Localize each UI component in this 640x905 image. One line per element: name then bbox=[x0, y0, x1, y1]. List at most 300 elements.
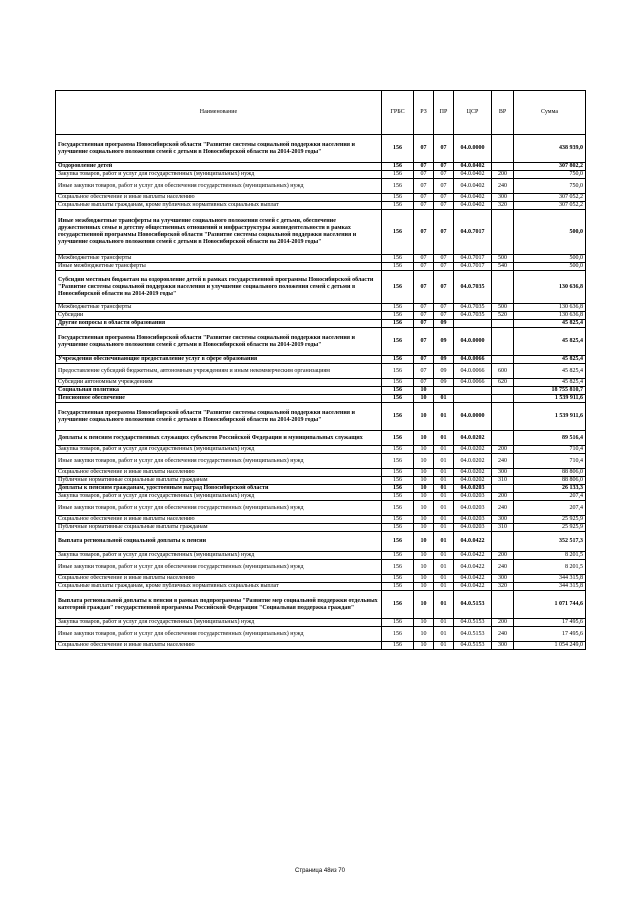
col-header-vr: ВР bbox=[492, 91, 514, 135]
cell-pr: 07 bbox=[434, 202, 454, 210]
col-header-pr: ПР bbox=[434, 91, 454, 135]
cell-grbs: 156 bbox=[382, 387, 414, 395]
cell-name: Закупка товаров, работ и услуг для государственных (муниципальных) нужд bbox=[56, 446, 382, 454]
cell-sum: 8 201,5 bbox=[514, 552, 586, 560]
cell-sum: 1 054 249,0 bbox=[514, 642, 586, 650]
cell-name: Субсидии автономным учреждениям bbox=[56, 379, 382, 387]
cell-csr: 04.0.5153 bbox=[454, 642, 492, 650]
cell-grbs: 156 bbox=[382, 320, 414, 328]
cell-name: Государственная программа Новосибирской области "Развитие системы социальной поддержки населения и улучшение социального положения семей с детьми в Новосибирской области на 2014-2019 годы" bbox=[56, 403, 382, 431]
cell-csr: 04.0.0402 bbox=[454, 163, 492, 171]
cell-grbs: 156 bbox=[382, 619, 414, 627]
cell-sum: 17 495,6 bbox=[514, 619, 586, 627]
cell-csr: 04.0.0402 bbox=[454, 171, 492, 179]
cell-pr: 01 bbox=[434, 446, 454, 454]
table-row bbox=[56, 364, 586, 379]
budget-table bbox=[55, 90, 586, 650]
cell-grbs: 156 bbox=[382, 446, 414, 454]
cell-grbs: 156 bbox=[382, 364, 414, 379]
table-row bbox=[56, 304, 586, 312]
cell-sum: 45 825,4 bbox=[514, 320, 586, 328]
cell-pr: 01 bbox=[434, 591, 454, 619]
cell-rz: 10 bbox=[414, 387, 434, 395]
cell-name: Закупка товаров, работ и услуг для государственных (муниципальных) нужд bbox=[56, 552, 382, 560]
cell-grbs: 156 bbox=[382, 312, 414, 320]
table-row bbox=[56, 171, 586, 179]
cell-grbs: 156 bbox=[382, 516, 414, 524]
cell-name: Социальные выплаты гражданам, кроме публичных нормативных социальных выплат bbox=[56, 583, 382, 591]
cell-name: Публичные нормативные социальные выплаты гражданам bbox=[56, 477, 382, 485]
table-body bbox=[56, 135, 586, 650]
cell-pr: 01 bbox=[434, 619, 454, 627]
cell-rz: 07 bbox=[414, 163, 434, 171]
cell-vr bbox=[492, 210, 514, 255]
cell-vr: 300 bbox=[492, 642, 514, 650]
table-row bbox=[56, 379, 586, 387]
cell-sum: 1 539 911,6 bbox=[514, 403, 586, 431]
cell-vr: 200 bbox=[492, 493, 514, 501]
cell-rz: 10 bbox=[414, 575, 434, 583]
cell-rz: 10 bbox=[414, 627, 434, 642]
cell-grbs: 156 bbox=[382, 263, 414, 271]
cell-grbs: 156 bbox=[382, 194, 414, 202]
cell-sum: 88 806,0 bbox=[514, 469, 586, 477]
cell-grbs: 156 bbox=[382, 163, 414, 171]
cell-rz: 07 bbox=[414, 379, 434, 387]
table-row bbox=[56, 387, 586, 395]
col-header-csr: ЦСР bbox=[454, 91, 492, 135]
cell-name: Иные межбюджетные трансферты на улучшение социального положения семей с детьми, обеспечение дружественных семье и детству общественных отношений и инфраструктуры жизнедеятельности в рамках государственной программы Новосибирской области "Развитие системы социальной поддержки населения и улучшение социального положения семей с детьми в Новосибирской области на 2014-2019 годы" bbox=[56, 210, 382, 255]
cell-csr: 04.0.0422 bbox=[454, 532, 492, 552]
cell-name: Социальные выплаты гражданам, кроме публичных нормативных социальных выплат bbox=[56, 202, 382, 210]
cell-sum: 25 925,9 bbox=[514, 524, 586, 532]
cell-vr: 500 bbox=[492, 255, 514, 263]
cell-sum: 344 315,8 bbox=[514, 583, 586, 591]
cell-csr: 04.0.0402 bbox=[454, 179, 492, 194]
table-row bbox=[56, 454, 586, 469]
cell-name: Иные закупки товаров, работ и услуг для обеспечения государственных (муниципальных) нужд bbox=[56, 560, 382, 575]
cell-pr: 01 bbox=[434, 454, 454, 469]
cell-rz: 10 bbox=[414, 560, 434, 575]
table-row bbox=[56, 583, 586, 591]
cell-vr bbox=[492, 356, 514, 364]
cell-name: Иные закупки товаров, работ и услуг для обеспечения государственных (муниципальных) нужд bbox=[56, 454, 382, 469]
table-row bbox=[56, 477, 586, 485]
cell-sum: 17 495,6 bbox=[514, 627, 586, 642]
cell-name: Публичные нормативные социальные выплаты гражданам bbox=[56, 524, 382, 532]
cell-grbs: 156 bbox=[382, 379, 414, 387]
cell-name: Иные закупки товаров, работ и услуг для обеспечения государственных (муниципальных) нужд bbox=[56, 179, 382, 194]
cell-vr: 320 bbox=[492, 583, 514, 591]
cell-pr: 07 bbox=[434, 171, 454, 179]
cell-grbs: 156 bbox=[382, 575, 414, 583]
cell-vr: 320 bbox=[492, 202, 514, 210]
cell-name: Социальная политика bbox=[56, 387, 382, 395]
cell-grbs: 156 bbox=[382, 179, 414, 194]
cell-rz: 07 bbox=[414, 194, 434, 202]
cell-sum: 344 315,8 bbox=[514, 575, 586, 583]
cell-sum: 8 201,5 bbox=[514, 560, 586, 575]
cell-csr: 04.0.5153 bbox=[454, 591, 492, 619]
cell-csr: 04.0.7017 bbox=[454, 255, 492, 263]
cell-vr: 520 bbox=[492, 312, 514, 320]
cell-csr: 04.0.0203 bbox=[454, 524, 492, 532]
cell-sum: 352 517,3 bbox=[514, 532, 586, 552]
table-row bbox=[56, 627, 586, 642]
cell-sum: 307 052,2 bbox=[514, 202, 586, 210]
cell-vr: 200 bbox=[492, 552, 514, 560]
table-row bbox=[56, 271, 586, 304]
cell-grbs: 156 bbox=[382, 469, 414, 477]
table-row bbox=[56, 516, 586, 524]
cell-name: Субсидии местным бюджетам на оздоровление детей в рамках государственной программы Новосибирской области "Развитие системы социальной поддержки населения и улучшение социального положения семей с детьми в Новосибирской области на 2014-2019 годы" bbox=[56, 271, 382, 304]
cell-vr bbox=[492, 320, 514, 328]
cell-csr: 04.0.0066 bbox=[454, 356, 492, 364]
cell-vr: 300 bbox=[492, 194, 514, 202]
cell-vr: 600 bbox=[492, 364, 514, 379]
cell-grbs: 156 bbox=[382, 304, 414, 312]
cell-csr bbox=[454, 395, 492, 403]
table-row bbox=[56, 403, 586, 431]
cell-vr bbox=[492, 591, 514, 619]
cell-sum: 207,4 bbox=[514, 493, 586, 501]
cell-sum: 307 802,2 bbox=[514, 163, 586, 171]
cell-rz: 10 bbox=[414, 454, 434, 469]
cell-sum: 1 071 744,6 bbox=[514, 591, 586, 619]
cell-name: Межбюджетные трансферты bbox=[56, 255, 382, 263]
cell-grbs: 156 bbox=[382, 454, 414, 469]
cell-grbs: 156 bbox=[382, 271, 414, 304]
cell-vr: 310 bbox=[492, 477, 514, 485]
cell-vr bbox=[492, 395, 514, 403]
table-row bbox=[56, 552, 586, 560]
table-row bbox=[56, 501, 586, 516]
cell-sum: 18 755 810,7 bbox=[514, 387, 586, 395]
cell-pr: 07 bbox=[434, 255, 454, 263]
cell-pr: 07 bbox=[434, 163, 454, 171]
cell-rz: 07 bbox=[414, 271, 434, 304]
cell-vr: 300 bbox=[492, 575, 514, 583]
cell-pr: 01 bbox=[434, 524, 454, 532]
cell-grbs: 156 bbox=[382, 560, 414, 575]
cell-csr: 04.0.0402 bbox=[454, 202, 492, 210]
cell-pr: 01 bbox=[434, 627, 454, 642]
cell-name: Доплаты к пенсиям гражданам, удостоенным наград Новосибирской области bbox=[56, 485, 382, 493]
table-row bbox=[56, 179, 586, 194]
col-header-sum: Сумма bbox=[514, 91, 586, 135]
cell-vr: 200 bbox=[492, 619, 514, 627]
cell-csr: 04.0.0202 bbox=[454, 477, 492, 485]
cell-pr: 07 bbox=[434, 135, 454, 163]
cell-csr: 04.0.0203 bbox=[454, 516, 492, 524]
cell-name: Социальное обеспечение и иные выплаты населению bbox=[56, 469, 382, 477]
page-footer: Страница 48из 70 bbox=[295, 868, 345, 874]
cell-csr: 04.0.0202 bbox=[454, 454, 492, 469]
col-header-name: Наименование bbox=[56, 91, 382, 135]
cell-sum: 710,4 bbox=[514, 446, 586, 454]
cell-pr: 09 bbox=[434, 328, 454, 356]
table-row bbox=[56, 469, 586, 477]
cell-pr: 01 bbox=[434, 552, 454, 560]
cell-grbs: 156 bbox=[382, 171, 414, 179]
cell-csr: 04.0.7017 bbox=[454, 210, 492, 255]
cell-rz: 10 bbox=[414, 469, 434, 477]
cell-grbs: 156 bbox=[382, 485, 414, 493]
cell-csr: 04.0.0402 bbox=[454, 194, 492, 202]
cell-name: Государственная программа Новосибирской области "Развитие системы социальной поддержки населения и улучшение социального положения семей с детьми в Новосибирской области на 2014-2019 годы" bbox=[56, 328, 382, 356]
cell-csr: 04.0.0203 bbox=[454, 501, 492, 516]
cell-pr: 09 bbox=[434, 356, 454, 364]
cell-sum: 130 636,8 bbox=[514, 271, 586, 304]
cell-rz: 10 bbox=[414, 532, 434, 552]
cell-vr bbox=[492, 532, 514, 552]
cell-pr: 07 bbox=[434, 194, 454, 202]
cell-name: Социальное обеспечение и иные выплаты населению bbox=[56, 516, 382, 524]
cell-rz: 10 bbox=[414, 395, 434, 403]
cell-csr: 04.0.5153 bbox=[454, 627, 492, 642]
cell-rz: 07 bbox=[414, 312, 434, 320]
table-row bbox=[56, 328, 586, 356]
cell-grbs: 156 bbox=[382, 532, 414, 552]
table-row bbox=[56, 485, 586, 493]
cell-name: Учреждения обеспечивающие предоставление услуг в сфере образования bbox=[56, 356, 382, 364]
cell-name: Доплаты к пенсиям государственных служащих субъектов Российской Федерации и муниципальных служащих bbox=[56, 431, 382, 446]
cell-csr: 04.0.0000 bbox=[454, 403, 492, 431]
cell-grbs: 156 bbox=[382, 431, 414, 446]
table-row bbox=[56, 312, 586, 320]
cell-pr: 01 bbox=[434, 469, 454, 477]
cell-sum: 45 825,4 bbox=[514, 356, 586, 364]
cell-rz: 07 bbox=[414, 320, 434, 328]
cell-rz: 10 bbox=[414, 619, 434, 627]
cell-csr bbox=[454, 387, 492, 395]
table-row bbox=[56, 395, 586, 403]
cell-vr: 240 bbox=[492, 454, 514, 469]
cell-name: Закупка товаров, работ и услуг для государственных (муниципальных) нужд bbox=[56, 619, 382, 627]
table-row bbox=[56, 524, 586, 532]
cell-name: Социальное обеспечение и иные выплаты населению bbox=[56, 194, 382, 202]
table-row bbox=[56, 210, 586, 255]
cell-grbs: 156 bbox=[382, 135, 414, 163]
cell-rz: 07 bbox=[414, 304, 434, 312]
cell-rz: 10 bbox=[414, 493, 434, 501]
cell-sum: 26 133,3 bbox=[514, 485, 586, 493]
cell-pr: 01 bbox=[434, 642, 454, 650]
cell-csr bbox=[454, 320, 492, 328]
cell-vr bbox=[492, 431, 514, 446]
cell-vr: 200 bbox=[492, 446, 514, 454]
cell-rz: 10 bbox=[414, 591, 434, 619]
cell-vr: 240 bbox=[492, 627, 514, 642]
cell-grbs: 156 bbox=[382, 403, 414, 431]
cell-sum: 750,0 bbox=[514, 171, 586, 179]
cell-vr bbox=[492, 328, 514, 356]
cell-csr: 04.0.0203 bbox=[454, 493, 492, 501]
cell-name: Государственная программа Новосибирской области "Развитие системы социальной поддержки населения и улучшение социального положения семей с детьми в Новосибирской области на 2014-2019 годы" bbox=[56, 135, 382, 163]
cell-grbs: 156 bbox=[382, 627, 414, 642]
table-row bbox=[56, 202, 586, 210]
cell-rz: 07 bbox=[414, 135, 434, 163]
table-row bbox=[56, 446, 586, 454]
cell-pr: 01 bbox=[434, 583, 454, 591]
cell-name: Закупка товаров, работ и услуг для государственных (муниципальных) нужд bbox=[56, 171, 382, 179]
cell-sum: 45 825,4 bbox=[514, 328, 586, 356]
cell-grbs: 156 bbox=[382, 202, 414, 210]
cell-name: Иные закупки товаров, работ и услуг для обеспечения государственных (муниципальных) нужд bbox=[56, 501, 382, 516]
cell-pr: 01 bbox=[434, 493, 454, 501]
cell-name: Пенсионное обеспечение bbox=[56, 395, 382, 403]
cell-name: Выплата региональной социальной доплаты к пенсии bbox=[56, 532, 382, 552]
cell-pr: 01 bbox=[434, 575, 454, 583]
cell-csr: 04.0.0202 bbox=[454, 469, 492, 477]
cell-csr: 04.0.0422 bbox=[454, 560, 492, 575]
cell-sum: 500,0 bbox=[514, 263, 586, 271]
cell-vr: 620 bbox=[492, 379, 514, 387]
cell-name: Субсидии bbox=[56, 312, 382, 320]
cell-vr bbox=[492, 135, 514, 163]
cell-csr: 04.0.0000 bbox=[454, 328, 492, 356]
cell-grbs: 156 bbox=[382, 210, 414, 255]
table-row bbox=[56, 194, 586, 202]
table-row bbox=[56, 135, 586, 163]
cell-sum: 25 925,9 bbox=[514, 516, 586, 524]
cell-sum: 45 825,4 bbox=[514, 364, 586, 379]
cell-csr: 04.0.0066 bbox=[454, 364, 492, 379]
cell-vr: 200 bbox=[492, 171, 514, 179]
cell-vr: 240 bbox=[492, 560, 514, 575]
cell-rz: 10 bbox=[414, 552, 434, 560]
cell-pr: 07 bbox=[434, 179, 454, 194]
cell-sum: 89 516,4 bbox=[514, 431, 586, 446]
cell-pr: 01 bbox=[434, 501, 454, 516]
cell-vr: 300 bbox=[492, 516, 514, 524]
cell-pr: 09 bbox=[434, 379, 454, 387]
cell-sum: 500,0 bbox=[514, 210, 586, 255]
cell-rz: 10 bbox=[414, 477, 434, 485]
cell-csr: 04.0.7035 bbox=[454, 271, 492, 304]
cell-rz: 07 bbox=[414, 255, 434, 263]
cell-name: Иные закупки товаров, работ и услуг для обеспечения государственных (муниципальных) нужд bbox=[56, 627, 382, 642]
cell-sum: 207,4 bbox=[514, 501, 586, 516]
cell-sum: 438 939,0 bbox=[514, 135, 586, 163]
cell-rz: 10 bbox=[414, 485, 434, 493]
cell-pr: 09 bbox=[434, 364, 454, 379]
cell-grbs: 156 bbox=[382, 642, 414, 650]
cell-vr: 500 bbox=[492, 304, 514, 312]
cell-csr: 04.0.0203 bbox=[454, 485, 492, 493]
table-row bbox=[56, 642, 586, 650]
cell-pr bbox=[434, 387, 454, 395]
cell-vr: 540 bbox=[492, 263, 514, 271]
table-row bbox=[56, 560, 586, 575]
col-header-rz: РЗ bbox=[414, 91, 434, 135]
cell-rz: 07 bbox=[414, 356, 434, 364]
table-row bbox=[56, 532, 586, 552]
cell-name: Межбюджетные трансферты bbox=[56, 304, 382, 312]
cell-grbs: 156 bbox=[382, 493, 414, 501]
cell-rz: 07 bbox=[414, 171, 434, 179]
cell-grbs: 156 bbox=[382, 591, 414, 619]
cell-sum: 130 636,8 bbox=[514, 304, 586, 312]
cell-grbs: 156 bbox=[382, 501, 414, 516]
cell-vr bbox=[492, 387, 514, 395]
cell-sum: 307 052,2 bbox=[514, 194, 586, 202]
cell-rz: 10 bbox=[414, 431, 434, 446]
cell-sum: 88 806,0 bbox=[514, 477, 586, 485]
table-row bbox=[56, 255, 586, 263]
cell-csr: 04.0.0422 bbox=[454, 583, 492, 591]
cell-pr: 01 bbox=[434, 395, 454, 403]
cell-vr bbox=[492, 403, 514, 431]
cell-pr: 01 bbox=[434, 403, 454, 431]
cell-pr: 01 bbox=[434, 560, 454, 575]
cell-pr: 01 bbox=[434, 431, 454, 446]
cell-name: Социальное обеспечение и иные выплаты населению bbox=[56, 575, 382, 583]
cell-pr: 01 bbox=[434, 485, 454, 493]
cell-vr: 240 bbox=[492, 179, 514, 194]
cell-vr bbox=[492, 163, 514, 171]
cell-grbs: 156 bbox=[382, 255, 414, 263]
cell-name: Социальное обеспечение и иные выплаты населению bbox=[56, 642, 382, 650]
cell-rz: 07 bbox=[414, 202, 434, 210]
cell-rz: 07 bbox=[414, 210, 434, 255]
cell-vr: 310 bbox=[492, 524, 514, 532]
cell-pr: 01 bbox=[434, 477, 454, 485]
table-row bbox=[56, 619, 586, 627]
cell-sum: 130 636,8 bbox=[514, 312, 586, 320]
cell-pr: 07 bbox=[434, 312, 454, 320]
cell-rz: 10 bbox=[414, 446, 434, 454]
table-row bbox=[56, 263, 586, 271]
cell-grbs: 156 bbox=[382, 395, 414, 403]
cell-grbs: 156 bbox=[382, 583, 414, 591]
cell-sum: 500,0 bbox=[514, 255, 586, 263]
cell-csr: 04.0.0202 bbox=[454, 446, 492, 454]
cell-csr: 04.0.0202 bbox=[454, 431, 492, 446]
table-row bbox=[56, 431, 586, 446]
cell-csr: 04.0.7035 bbox=[454, 304, 492, 312]
cell-name: Оздоровление детей bbox=[56, 163, 382, 171]
cell-rz: 07 bbox=[414, 328, 434, 356]
cell-csr: 04.0.0066 bbox=[454, 379, 492, 387]
cell-vr: 300 bbox=[492, 469, 514, 477]
cell-rz: 10 bbox=[414, 642, 434, 650]
cell-rz: 10 bbox=[414, 524, 434, 532]
cell-sum: 45 825,4 bbox=[514, 379, 586, 387]
table-row bbox=[56, 163, 586, 171]
table-row bbox=[56, 575, 586, 583]
cell-grbs: 156 bbox=[382, 477, 414, 485]
cell-pr: 07 bbox=[434, 210, 454, 255]
table-row bbox=[56, 591, 586, 619]
cell-rz: 10 bbox=[414, 516, 434, 524]
cell-grbs: 156 bbox=[382, 356, 414, 364]
cell-vr bbox=[492, 271, 514, 304]
cell-csr: 04.0.0422 bbox=[454, 552, 492, 560]
cell-rz: 10 bbox=[414, 583, 434, 591]
cell-name: Иные межбюджетные трансферты bbox=[56, 263, 382, 271]
cell-csr: 04.0.7035 bbox=[454, 312, 492, 320]
cell-pr: 07 bbox=[434, 271, 454, 304]
cell-rz: 07 bbox=[414, 364, 434, 379]
cell-rz: 10 bbox=[414, 403, 434, 431]
cell-grbs: 156 bbox=[382, 552, 414, 560]
cell-name: Другие вопросы в области образования bbox=[56, 320, 382, 328]
cell-csr: 04.0.7017 bbox=[454, 263, 492, 271]
cell-sum: 710,4 bbox=[514, 454, 586, 469]
cell-vr: 240 bbox=[492, 501, 514, 516]
cell-rz: 10 bbox=[414, 501, 434, 516]
